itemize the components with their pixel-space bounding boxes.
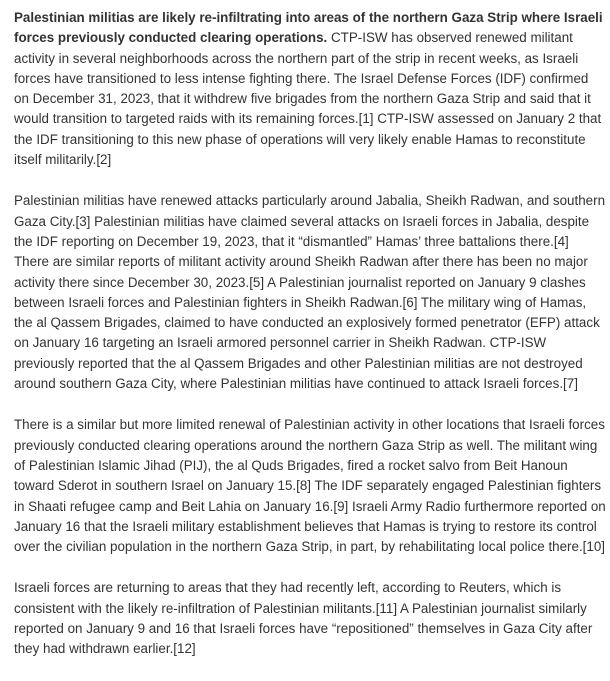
paragraph-1-text: CTP-ISW has observed renewed militant activity in several neighborhoods across the northern part of the strip in recent weeks, as Israeli forces have transitioned to less intense fighting there. The Israel Defense Forces (IDF) confirmed on December 31, 2023, that it withdrew five brigades from the northern Gaza Strip and said that it would transition to targeted raids with its remaining forces.[1] CTP-ISW assessed on January 2 that the IDF transitioning to this new phase of operations will very likely enable Hamas to reconstitute itself militarily.[2] xyxy=(14,30,602,168)
paragraph-3-text: There is a similar but more limited renewal of Palestinian activity in other locations that Israeli forces previously conducted clearing operations around the northern Gaza Strip as well. The militant wing of Palestinian Islamic Jihad (PIJ), the al Quds Brigades, fired a rocket salvo from Beit Hanoun toward Sderot in southern Israel on January 15.[8] The IDF separately engaged Palestinian fighters in Shaati refugee camp and Beit Lahia on January 16.[9] Israeli Army Radio furthermore reported on January 16 that the Israeli military establishment believes that Hamas is trying to restore its control over the civilian population in the northern Gaza Strip, in part, by rehabilitating local police there.[10] xyxy=(14,417,606,555)
paragraph-2 xyxy=(14,191,606,394)
article-body xyxy=(14,8,606,681)
paragraph-4 xyxy=(14,578,606,659)
paragraph-1 xyxy=(14,8,606,170)
paragraph-2-text: Palestinian militias have renewed attacks particularly around Jabalia, Sheikh Radwan, and southern Gaza City.[3] Palestinian militias have claimed several attacks on Israeli forces in Jabalia, despite the IDF reporting on December 19, 2023, that it “dismantled” Hamas’ three battalions there.[4] There are similar reports of militant activity around Sheikh Radwan after there has been no major activity there since December 30, 2023.[5] A Palestinian journalist reported on January 9 clashes between Israeli forces and Palestinian fighters in Sheikh Radwan.[6] The military wing of Hamas, the al Qassem Brigades, claimed to have conducted an explosively formed penetrator (EFP) attack on January 16 targeting an Israeli armored personnel carrier in Sheikh Radwan. CTP-ISW previously reported that the al Qassem Brigades and other Palestinian militias are not destroyed around southern Gaza City, where Palestinian militias have continued to attack Israeli forces.[7] xyxy=(14,193,606,392)
paragraph-3 xyxy=(14,415,606,557)
paragraph-4-text: Israeli forces are returning to areas that they had recently left, according to Reuters, which is consistent with the likely re-infiltration of Palestinian militants.[11] A Palestinian journalist similarly reported on January 9 and 16 that Israeli forces have “repositioned” themselves in Gaza City after they had withdrawn earlier.[12] xyxy=(14,580,593,657)
paragraph-1-lead: Palestinian militias are likely re-infiltrating into areas of the northern Gaza Strip where Israeli forces previously conducted clearing operations. xyxy=(14,10,603,46)
